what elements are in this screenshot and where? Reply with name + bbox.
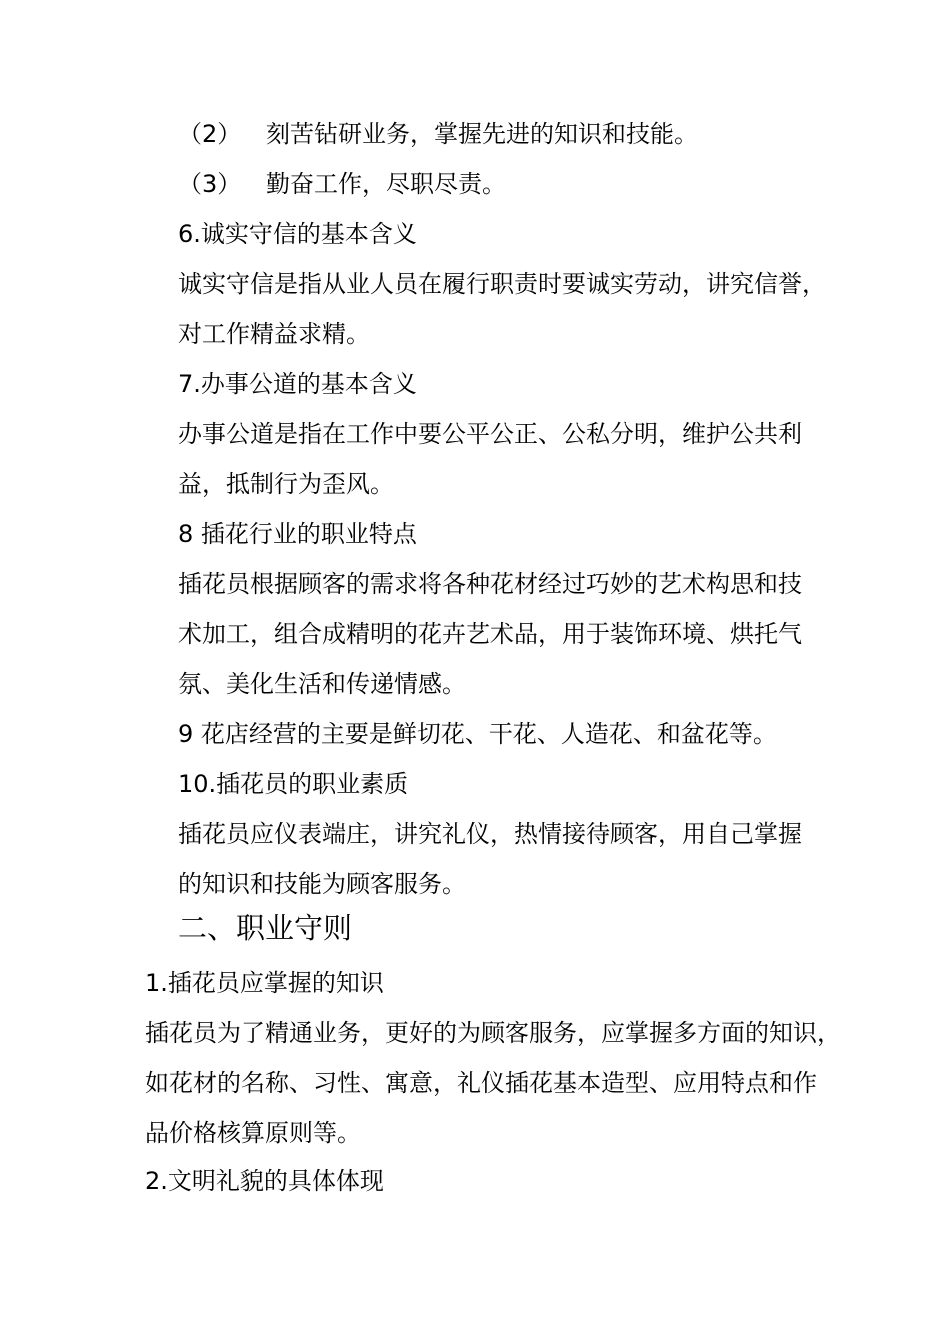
list-item-3-text: 勤奋工作，尽职尽责。 bbox=[266, 170, 506, 198]
section-6-line-2: 对工作精益求精。 bbox=[178, 320, 370, 348]
list-item-2-text: 刻苦钻研业务，掌握先进的知识和技能。 bbox=[266, 120, 698, 148]
section-9-title: 9 花店经营的主要是鲜切花、干花、人造花、和盆花等。 bbox=[178, 720, 777, 748]
section-7-line-2: 益，抵制行为歪风。 bbox=[178, 470, 394, 498]
section-6-title: 6.诚实守信的基本含义 bbox=[178, 220, 417, 248]
chapter-2-item-1-line-2: 如花材的名称、习性、寓意，礼仪插花基本造型、应用特点和作 bbox=[145, 1069, 817, 1097]
section-8-line-2: 术加工，组合成精明的花卉艺术品，用于装饰环境、烘托气 bbox=[178, 620, 802, 648]
list-item-2-number: （2） bbox=[178, 120, 242, 148]
chapter-2-item-2-title: 2.文明礼貌的具体体现 bbox=[145, 1167, 384, 1195]
chapter-2-item-1-line-1: 插花员为了精通业务，更好的为顾客服务，应掌握多方面的知识， bbox=[145, 1019, 841, 1047]
chapter-2-item-1-line-3: 品价格核算原则等。 bbox=[145, 1119, 361, 1147]
list-item-3-number: （3） bbox=[178, 170, 242, 198]
chapter-2-heading: 二、职业守则 bbox=[178, 911, 353, 945]
section-7-title: 7.办事公道的基本含义 bbox=[178, 370, 417, 398]
section-7-line-1: 办事公道是指在工作中要公平公正、公私分明，维护公共利 bbox=[178, 420, 802, 448]
chapter-2-item-1-title: 1.插花员应掌握的知识 bbox=[145, 969, 384, 997]
list-item-3 bbox=[178, 169, 506, 199]
section-10-line-1: 插花员应仪表端庄，讲究礼仪，热情接待顾客，用自己掌握 bbox=[178, 820, 802, 848]
section-8-line-1: 插花员根据顾客的需求将各种花材经过巧妙的艺术构思和技 bbox=[178, 570, 802, 598]
section-10-title: 10.插花员的职业素质 bbox=[178, 770, 409, 798]
section-8-line-3: 氛、美化生活和传递情感。 bbox=[178, 670, 466, 698]
section-6-line-1: 诚实守信是指从业人员在履行职责时要诚实劳动，讲究信誉， bbox=[178, 270, 826, 298]
list-item-2 bbox=[178, 119, 698, 149]
section-8-title: 8 插花行业的职业特点 bbox=[178, 520, 417, 548]
section-10-line-2: 的知识和技能为顾客服务。 bbox=[178, 870, 466, 898]
